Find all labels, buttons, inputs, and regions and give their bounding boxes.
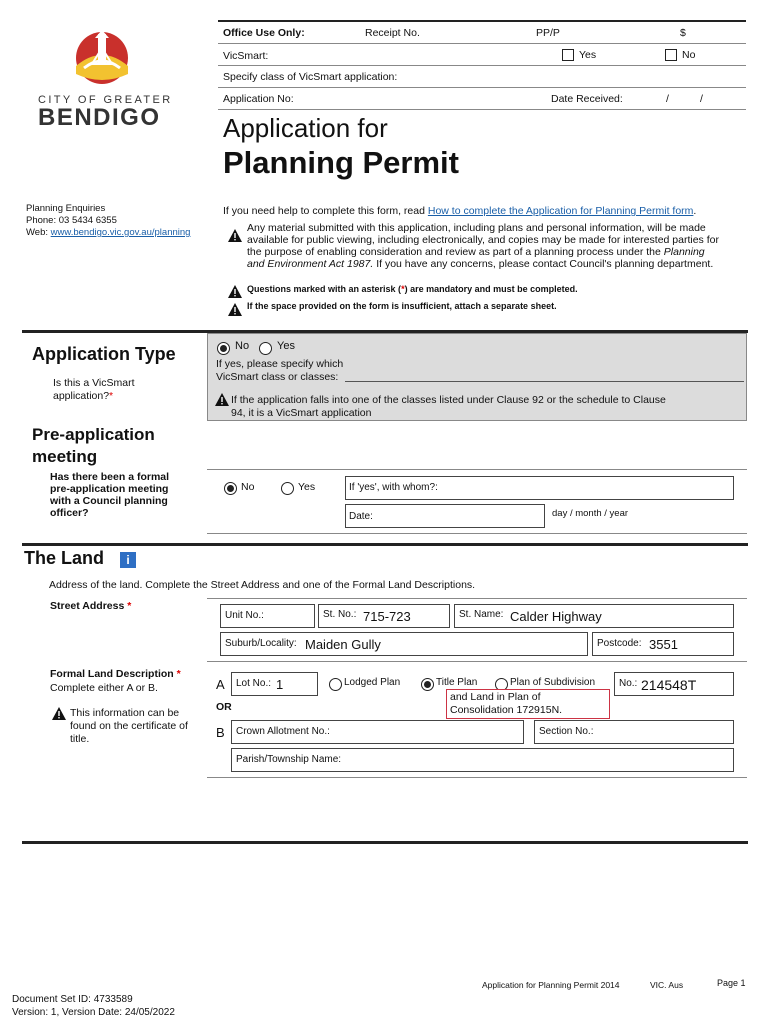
vicsmart-yes-label: Yes	[277, 340, 295, 352]
suburb-label: Suburb/Locality:	[225, 638, 297, 649]
bendigo-logo	[62, 24, 142, 94]
app-type-question-1: Is this a VicSmart	[53, 377, 135, 389]
vicsmart-class-label-1: If yes, please specify which	[216, 358, 344, 370]
postcode-value: 3551	[649, 637, 678, 652]
section-rule-land	[22, 543, 748, 546]
footer-doc-id: Document Set ID: 4733589	[12, 994, 133, 1005]
vicsmart-class-input[interactable]	[345, 381, 744, 382]
pre-app-q4: officer?	[50, 507, 89, 519]
pre-app-heading-1: Pre-application	[32, 425, 155, 444]
app-type-heading: Application Type	[32, 344, 176, 364]
pre-app-no-label: No	[241, 481, 255, 493]
date-slash-2: /	[700, 93, 703, 105]
street-no-value: 715-723	[363, 609, 411, 624]
footer-state: VIC. Aus	[650, 980, 684, 990]
vicsmart-note	[231, 394, 666, 420]
vicsmart-class-label	[216, 358, 343, 384]
material-act: and Environment Act 1987.	[247, 258, 374, 270]
section-rule-bottom	[22, 841, 748, 844]
web-label: Web:	[26, 227, 49, 238]
lodged-plan-label: Lodged Plan	[344, 677, 401, 688]
web-link[interactable]: www.bendigo.vic.gov.au/planning	[50, 227, 191, 238]
material-line-3a: the purpose of enabling consideration and review as part of a planning process under the	[247, 246, 661, 258]
help-text	[223, 205, 696, 217]
plan-no-value: 214548T	[641, 677, 697, 693]
postcode-label: Postcode:	[597, 638, 642, 649]
pre-app-q1: Has there been a formal	[50, 471, 170, 483]
pre-app-heading-2: meeting	[32, 447, 98, 466]
land-heading: The Land	[24, 548, 104, 568]
app-type-question-2-text: application?	[53, 390, 110, 402]
app-type-question-2	[53, 390, 135, 403]
specify-class-label: Specify class of VicSmart application:	[223, 71, 398, 83]
pre-app-yes-radio[interactable]	[281, 482, 294, 495]
warning-icon	[52, 707, 66, 720]
certificate-info-1: This information can be	[70, 707, 180, 719]
land-instructions: Address of the land. Complete the Street Address and one of the Formal Land Descriptions.	[49, 579, 476, 591]
material-line-3b: Planning	[663, 246, 705, 258]
office-yes-checkbox[interactable]	[562, 49, 574, 61]
street-address-label	[50, 600, 131, 612]
asterisk-text-a: Questions marked with an asterisk (	[247, 284, 402, 294]
asterisk-notice	[247, 284, 578, 294]
land-bottom-rule	[207, 777, 747, 778]
formal-land-sub: Complete either A or B.	[50, 682, 158, 694]
ppp-label: PP/P	[536, 27, 560, 39]
asterisk-text-b: ) are mandatory and must be completed.	[404, 284, 578, 294]
space-notice: If the space provided on the form is insufficient, attach a separate sheet.	[247, 301, 557, 311]
pre-app-q2: pre-application meeting	[50, 483, 169, 495]
logo-emblem-icon	[62, 24, 142, 94]
office-rule-2	[218, 65, 746, 66]
suburb-value: Maiden Gully	[305, 637, 381, 652]
footer-page: Page 1	[717, 978, 746, 988]
pre-app-no-radio[interactable]	[224, 482, 237, 495]
section-no-label: Section No.:	[539, 726, 594, 737]
certificate-info-2: found on the certificate of	[70, 720, 188, 732]
footer-form-name: Application for Planning Permit 2014	[482, 980, 620, 990]
street-address-text: Street Address	[50, 600, 125, 612]
dollar-label: $	[680, 27, 686, 39]
asterisk-star: *	[401, 284, 405, 294]
pre-app-top-rule	[207, 469, 747, 470]
office-no-label: No	[682, 49, 696, 61]
title-line-1: Application for	[223, 113, 388, 143]
street-name-label: St. Name:	[459, 609, 504, 620]
crown-allotment-label: Crown Allotment No.:	[236, 726, 330, 737]
unit-no-label: Unit No.:	[225, 610, 264, 621]
option-b-label: B	[216, 725, 225, 740]
info-icon[interactable]: i	[120, 552, 136, 568]
help-prefix: If you need help to complete this form, read	[223, 205, 425, 217]
material-line-4b: If you have any concerns, please contact Council's planning department.	[373, 258, 714, 270]
vicsmart-yes-radio[interactable]	[259, 342, 272, 355]
plan-subdivision-label: Plan of Subdivision	[510, 677, 596, 688]
vicsmart-class-label-2: VicSmart class or classes:	[216, 371, 339, 383]
pre-app-heading	[32, 424, 155, 468]
material-notice	[247, 222, 747, 270]
warning-icon	[215, 393, 229, 406]
logo-name-text: BENDIGO	[38, 104, 161, 131]
office-rule-4	[218, 109, 746, 110]
material-line-2: available for public viewing, including electronically, and copies may be made for interested parties for	[247, 234, 719, 246]
pre-app-yes-label: Yes	[298, 481, 316, 493]
enquiries-phone: Phone: 03 5434 6355	[26, 215, 117, 226]
warning-icon	[228, 303, 242, 316]
vicsmart-no-label: No	[235, 340, 250, 352]
warning-icon	[228, 229, 242, 242]
office-top-rule	[218, 20, 746, 22]
or-label: OR	[216, 701, 232, 713]
office-no-checkbox[interactable]	[665, 49, 677, 61]
office-rule-3	[218, 87, 746, 88]
lot-no-label: Lot No.:	[236, 678, 272, 689]
certificate-info-3: title.	[70, 733, 90, 745]
pre-app-q3: with a Council planning	[50, 495, 168, 507]
date-slash-1: /	[666, 93, 669, 105]
vicsmart-no-radio[interactable]	[217, 342, 230, 355]
formal-land-text: Formal Land Description	[50, 668, 174, 680]
vicsmart-label: VicSmart:	[223, 50, 269, 62]
pre-app-date-label: Date:	[349, 511, 373, 522]
office-yes-label: Yes	[579, 49, 597, 61]
date-received-label: Date Received:	[551, 93, 623, 105]
application-no-label: Application No:	[223, 93, 294, 105]
plan-no-label: No.:	[619, 678, 638, 689]
pre-app-bottom-rule	[207, 533, 747, 534]
option-a-label: A	[216, 677, 225, 692]
vicsmart-note-2: 94, it is a VicSmart application	[231, 407, 372, 419]
footer-version: Version: 1, Version Date: 24/05/2022	[12, 1007, 175, 1018]
pre-app-date-format: day / month / year	[552, 508, 629, 519]
lot-no-value: 1	[276, 677, 284, 692]
pre-app-date-input[interactable]	[345, 504, 545, 528]
title-plan-radio[interactable]	[421, 678, 434, 691]
office-use-title: Office Use Only:	[223, 27, 305, 39]
plan-note-2: Consolidation 172915N.	[450, 704, 563, 716]
plan-note	[450, 691, 562, 717]
enquiries-web	[26, 227, 190, 238]
parish-label: Parish/Township Name:	[236, 754, 342, 765]
street-address-star: *	[127, 600, 132, 612]
title-line-2: Planning Permit	[223, 145, 459, 180]
street-bottom-rule	[207, 661, 747, 662]
certificate-info	[70, 707, 188, 746]
pre-app-question	[50, 471, 169, 519]
street-no-label: St. No.:	[323, 609, 357, 620]
formal-land-label	[50, 668, 181, 680]
material-line-1: Any material submitted with this application, including plans and personal information, will be made	[247, 222, 706, 234]
app-type-star: *	[109, 390, 114, 402]
street-name-value: Calder Highway	[510, 609, 602, 624]
plan-note-1: and Land in Plan of	[450, 691, 541, 703]
warning-icon	[228, 285, 242, 298]
help-suffix: .	[693, 205, 697, 217]
material-line-4	[247, 258, 747, 270]
material-line-3	[247, 246, 747, 258]
pre-app-whom-label: If 'yes', with whom?:	[349, 482, 438, 493]
app-type-question	[53, 377, 135, 403]
title-plan-label: Title Plan	[436, 677, 478, 688]
receipt-label: Receipt No.	[365, 27, 420, 39]
lodged-plan-radio[interactable]	[329, 678, 342, 691]
office-rule-1	[218, 43, 746, 44]
formal-land-star: *	[176, 668, 181, 680]
logo-city-text: CITY OF GREATER	[38, 94, 173, 106]
enquiries-heading: Planning Enquiries	[26, 203, 106, 214]
vicsmart-note-1: If the application falls into one of the classes listed under Clause 92 or the schedule to Clause	[231, 394, 666, 406]
land-top-rule	[207, 598, 747, 599]
help-link[interactable]: How to complete the Application for Planning Permit form	[427, 205, 694, 217]
